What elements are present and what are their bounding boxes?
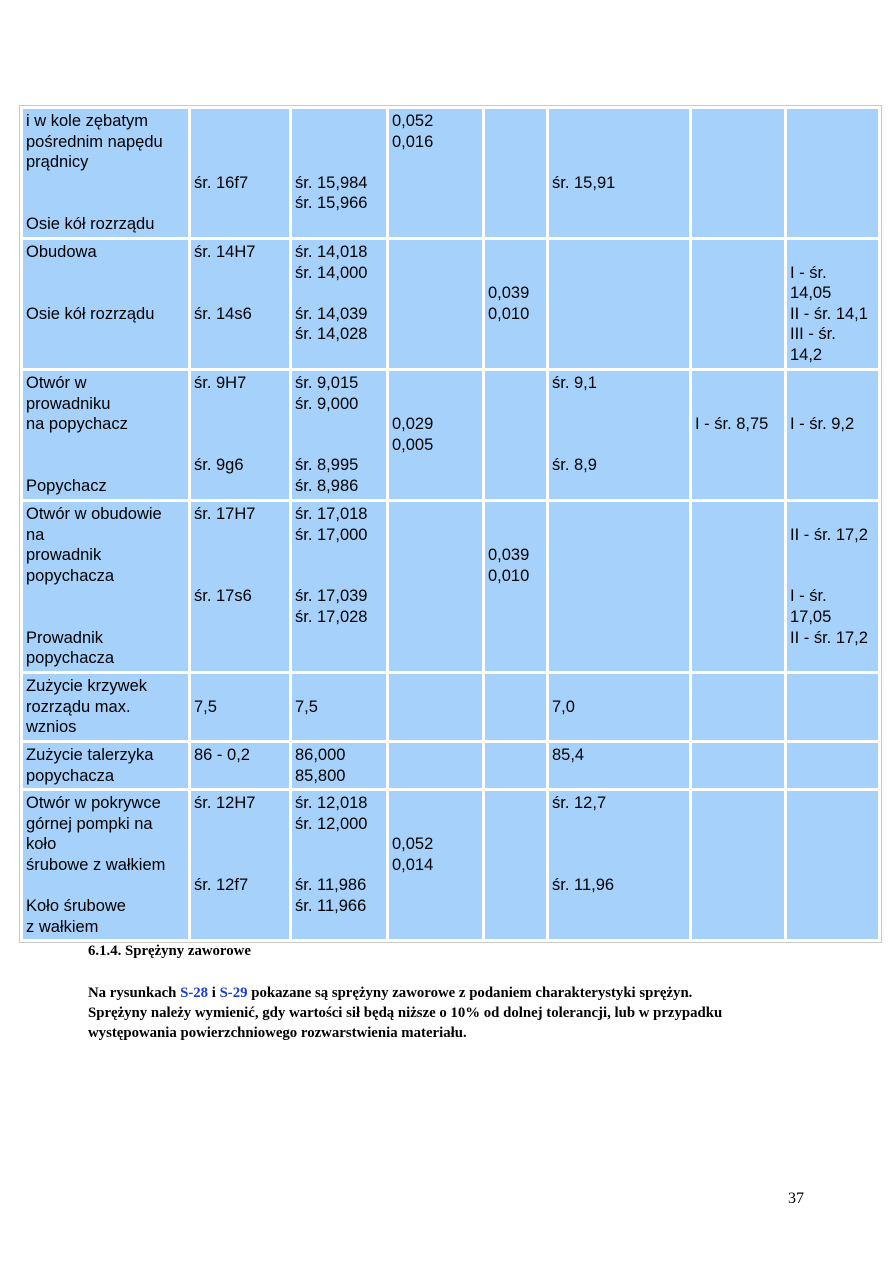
cell-line: śr. 11,986 bbox=[295, 876, 367, 895]
table-cell bbox=[692, 674, 784, 740]
cell-line bbox=[295, 414, 383, 435]
cell-line bbox=[26, 283, 185, 304]
table-cell bbox=[485, 109, 546, 237]
cell-line: 0,005 bbox=[392, 435, 434, 454]
table-cell bbox=[787, 240, 878, 368]
cell-line bbox=[194, 545, 286, 566]
cell-line: Zużycie krzywek bbox=[26, 677, 148, 695]
cell-line bbox=[194, 111, 286, 132]
cell-line bbox=[194, 855, 286, 876]
figure-link-s29[interactable]: S-29 bbox=[219, 985, 248, 1001]
cell-line: 7,0 bbox=[552, 697, 575, 716]
table-cell bbox=[549, 240, 689, 368]
cell-line: śr. 15,984 bbox=[295, 173, 368, 192]
paragraph-line-1 bbox=[88, 983, 848, 1003]
cell-line: Otwór w pokrywce bbox=[26, 794, 161, 812]
table-cell bbox=[485, 240, 546, 368]
cell-line bbox=[295, 132, 383, 153]
cell-line bbox=[552, 414, 686, 435]
cell-line: i w kole zębatym bbox=[26, 112, 148, 130]
table-cell bbox=[191, 791, 289, 939]
cell-line bbox=[790, 242, 875, 263]
paragraph-text: pokazane są sprężyny zaworowe z podaniem charakterystyki sprężyn. bbox=[247, 985, 693, 1001]
table-cell bbox=[787, 674, 878, 740]
cell-line: Otwór w obudowie bbox=[26, 505, 162, 523]
cell-line bbox=[695, 394, 781, 415]
cell-line bbox=[295, 566, 383, 587]
cell-line bbox=[488, 525, 543, 546]
cell-line bbox=[552, 855, 686, 876]
cell-line bbox=[194, 394, 286, 415]
cell-line: popychacza bbox=[26, 566, 115, 585]
table-cell bbox=[23, 240, 188, 368]
cell-line: Osie kół rozrządu bbox=[26, 214, 155, 233]
cell-line: śr. 12,000 bbox=[295, 814, 368, 833]
cell-line bbox=[392, 793, 479, 814]
table-cell bbox=[23, 109, 188, 237]
cell-line: 85,4 bbox=[552, 746, 585, 764]
cell-line bbox=[552, 814, 686, 835]
table-cell bbox=[692, 109, 784, 237]
table-cell bbox=[389, 109, 482, 237]
cell-line bbox=[552, 394, 686, 415]
cell-line: śrubowe z wałkiem bbox=[26, 855, 166, 874]
cell-line: rozrządu max. bbox=[26, 697, 131, 716]
cell-line: śr. 14,018 bbox=[295, 243, 368, 261]
cell-line: śr. 14s6 bbox=[194, 304, 252, 323]
cell-line: 0,014 bbox=[392, 855, 434, 874]
cell-line bbox=[488, 504, 543, 525]
table-row bbox=[23, 674, 878, 740]
cell-line bbox=[26, 607, 185, 628]
cell-line: 7,5 bbox=[295, 697, 318, 716]
cell-line bbox=[488, 242, 543, 263]
cell-line bbox=[488, 263, 543, 284]
cell-line: śr. 17H7 bbox=[194, 505, 256, 523]
cell-line bbox=[295, 111, 383, 132]
cell-line: 0,010 bbox=[488, 304, 530, 323]
table-cell bbox=[549, 371, 689, 499]
cell-line: pośrednim napędu bbox=[26, 132, 163, 151]
cell-line bbox=[26, 435, 185, 456]
cell-line bbox=[194, 132, 286, 153]
cell-line: I - śr. bbox=[790, 263, 827, 282]
cell-line bbox=[194, 834, 286, 855]
table-cell bbox=[549, 743, 689, 788]
cell-line: prowadniku bbox=[26, 394, 111, 413]
table-cell bbox=[389, 743, 482, 788]
table-cell bbox=[292, 791, 386, 939]
cell-line: śr. 17,018 bbox=[295, 505, 368, 523]
cell-line: śr. 17,028 bbox=[295, 607, 368, 626]
cell-line: Obudowa bbox=[26, 243, 97, 261]
tolerance-table-body bbox=[23, 109, 878, 939]
table-cell bbox=[23, 502, 188, 671]
cell-line: Koło śrubowe bbox=[26, 896, 126, 915]
cell-line: śr. 14,039 bbox=[295, 304, 368, 323]
paragraph-text: Na rysunkach bbox=[88, 985, 181, 1001]
cell-line: 0,039 bbox=[488, 546, 530, 565]
table-cell bbox=[191, 109, 289, 237]
cell-line: II - śr. 17,2 bbox=[790, 525, 868, 544]
cell-line bbox=[790, 545, 875, 566]
table-cell bbox=[389, 674, 482, 740]
cell-line: śr. 17s6 bbox=[194, 587, 252, 606]
cell-line: wznios bbox=[26, 718, 77, 737]
cell-line bbox=[295, 545, 383, 566]
cell-line bbox=[790, 394, 875, 415]
figure-link-s28[interactable]: S-28 bbox=[180, 985, 209, 1001]
cell-line bbox=[295, 152, 383, 173]
cell-line bbox=[194, 152, 286, 173]
cell-line bbox=[695, 373, 781, 394]
table-cell bbox=[389, 240, 482, 368]
table-cell bbox=[191, 743, 289, 788]
cell-line bbox=[194, 283, 286, 304]
table-cell bbox=[485, 674, 546, 740]
cell-line: 0,016 bbox=[392, 132, 434, 151]
cell-line: I - śr. 9,2 bbox=[790, 415, 855, 434]
cell-line bbox=[194, 566, 286, 587]
cell-line bbox=[194, 435, 286, 456]
cell-line bbox=[26, 173, 185, 194]
cell-line: śr. 17,039 bbox=[295, 587, 368, 606]
table-cell bbox=[485, 502, 546, 671]
cell-line: z wałkiem bbox=[26, 917, 99, 936]
cell-line: prowadnik bbox=[26, 546, 102, 565]
cell-line bbox=[552, 132, 686, 153]
table-cell bbox=[692, 743, 784, 788]
table-cell bbox=[549, 791, 689, 939]
table-cell bbox=[23, 674, 188, 740]
cell-line: śr. 14,000 bbox=[295, 263, 368, 282]
cell-line bbox=[194, 814, 286, 835]
table-cell bbox=[292, 674, 386, 740]
table-cell bbox=[191, 674, 289, 740]
table-cell bbox=[23, 791, 188, 939]
cell-line bbox=[295, 834, 383, 855]
cell-line: 0,029 bbox=[392, 415, 434, 434]
cell-line: śr. 14,028 bbox=[295, 325, 368, 344]
table-cell bbox=[191, 240, 289, 368]
cell-line: śr. 15,91 bbox=[552, 173, 616, 192]
cell-line bbox=[295, 855, 383, 876]
cell-line: śr. 17,000 bbox=[295, 525, 368, 544]
cell-line: śr. 8,9 bbox=[552, 456, 597, 475]
cell-line bbox=[392, 373, 479, 394]
table-row bbox=[23, 371, 878, 499]
cell-line bbox=[552, 435, 686, 456]
cell-line: śr. 12H7 bbox=[194, 794, 256, 812]
table-cell bbox=[787, 371, 878, 499]
section-paragraph bbox=[88, 983, 848, 1043]
cell-line: Zużycie talerzyka bbox=[26, 746, 154, 764]
cell-line: śr. 9H7 bbox=[194, 374, 247, 392]
table-cell bbox=[191, 371, 289, 499]
cell-line: Prowadnik bbox=[26, 628, 104, 647]
section-heading: 6.1.4. Sprężyny zaworowe bbox=[88, 943, 251, 959]
cell-line: 0,052 bbox=[392, 112, 434, 130]
cell-line: śr. 12,7 bbox=[552, 794, 607, 812]
cell-line: śr. 9,1 bbox=[552, 374, 597, 392]
table-cell bbox=[292, 502, 386, 671]
table-cell bbox=[549, 674, 689, 740]
cell-line: Otwór w bbox=[26, 374, 87, 392]
paragraph-line-2: Sprężyny należy wymienić, gdy wartości sił będą niższe o 10% od dolnej tolerancji, lub w przypadku bbox=[88, 1005, 723, 1021]
table-cell bbox=[389, 371, 482, 499]
cell-line: 14,2 bbox=[790, 345, 823, 364]
cell-line bbox=[790, 566, 875, 587]
cell-line bbox=[194, 676, 286, 697]
cell-line: śr. 8,995 bbox=[295, 456, 359, 475]
table-cell bbox=[692, 371, 784, 499]
cell-line bbox=[790, 504, 875, 525]
cell-line: 7,5 bbox=[194, 697, 217, 716]
table-row bbox=[23, 502, 878, 671]
cell-line: śr. 11,96 bbox=[552, 876, 615, 895]
table-cell bbox=[389, 502, 482, 671]
cell-line bbox=[26, 875, 185, 896]
table-row bbox=[23, 791, 878, 939]
cell-line: I - śr. bbox=[790, 587, 827, 606]
cell-line: II - śr. 14,1 bbox=[790, 304, 868, 323]
cell-line: popychacza bbox=[26, 766, 115, 785]
cell-line bbox=[295, 435, 383, 456]
paragraph-text: i bbox=[208, 985, 220, 1001]
cell-line bbox=[194, 414, 286, 435]
table-cell bbox=[787, 502, 878, 671]
cell-line bbox=[26, 455, 185, 476]
table-cell bbox=[292, 743, 386, 788]
table-cell bbox=[485, 791, 546, 939]
table-cell bbox=[292, 240, 386, 368]
cell-line: śr. 11,966 bbox=[295, 896, 367, 915]
cell-line bbox=[295, 676, 383, 697]
table-cell bbox=[787, 109, 878, 237]
cell-line: śr. 15,966 bbox=[295, 194, 368, 213]
table-cell bbox=[191, 502, 289, 671]
cell-line bbox=[392, 394, 479, 415]
table-cell bbox=[692, 791, 784, 939]
cell-line: III - śr. bbox=[790, 325, 836, 344]
tolerance-table bbox=[20, 106, 881, 942]
cell-line: 17,05 bbox=[790, 607, 832, 626]
cell-line bbox=[26, 586, 185, 607]
cell-line: 86 - 0,2 bbox=[194, 746, 250, 764]
cell-line bbox=[295, 283, 383, 304]
paragraph-line-3: występowania powierzchniowego rozwarstwienia materiału. bbox=[88, 1025, 467, 1041]
page-number: 37 bbox=[788, 1190, 804, 1207]
cell-line: śr. 9g6 bbox=[194, 456, 244, 475]
cell-line: popychacza bbox=[26, 649, 115, 668]
table-cell bbox=[485, 371, 546, 499]
table-cell bbox=[692, 240, 784, 368]
cell-line: śr. 9,000 bbox=[295, 394, 359, 413]
cell-line bbox=[552, 834, 686, 855]
cell-line: 0,052 bbox=[392, 835, 434, 854]
cell-line: na bbox=[26, 525, 45, 544]
cell-line: prądnicy bbox=[26, 153, 89, 172]
cell-line: 85,800 bbox=[295, 766, 346, 785]
cell-line: śr. 12f7 bbox=[194, 876, 249, 895]
cell-line: śr. 14H7 bbox=[194, 243, 256, 261]
cell-line: 86,000 bbox=[295, 746, 346, 764]
cell-line bbox=[194, 263, 286, 284]
cell-line: śr. 12,018 bbox=[295, 794, 368, 812]
table-cell bbox=[485, 743, 546, 788]
cell-line: śr. 16f7 bbox=[194, 173, 249, 192]
cell-line bbox=[26, 193, 185, 214]
table-row bbox=[23, 109, 878, 237]
cell-line: Popychacz bbox=[26, 476, 107, 495]
cell-line bbox=[552, 152, 686, 173]
cell-line: koło bbox=[26, 835, 57, 854]
cell-line: 14,05 bbox=[790, 284, 832, 303]
table-cell bbox=[23, 371, 188, 499]
table-cell bbox=[389, 791, 482, 939]
cell-line: na popychacz bbox=[26, 415, 128, 434]
cell-line bbox=[552, 676, 686, 697]
cell-line: II - śr. 17,2 bbox=[790, 628, 868, 647]
cell-line: śr. 9,015 bbox=[295, 374, 359, 392]
table-cell bbox=[549, 502, 689, 671]
cell-line bbox=[26, 263, 185, 284]
cell-line bbox=[194, 525, 286, 546]
table-cell bbox=[787, 743, 878, 788]
table-row bbox=[23, 240, 878, 368]
cell-line: górnej pompki na bbox=[26, 814, 153, 833]
cell-line: I - śr. 8,75 bbox=[695, 415, 769, 434]
cell-line bbox=[392, 814, 479, 835]
table-cell bbox=[549, 109, 689, 237]
cell-line: śr. 8,986 bbox=[295, 476, 359, 495]
cell-line: Osie kół rozrządu bbox=[26, 304, 155, 323]
table-cell bbox=[787, 791, 878, 939]
table-cell bbox=[292, 109, 386, 237]
cell-line: 0,039 bbox=[488, 284, 530, 303]
cell-line bbox=[552, 111, 686, 132]
table-cell bbox=[292, 371, 386, 499]
table-cell bbox=[23, 743, 188, 788]
cell-line: 0,010 bbox=[488, 566, 530, 585]
cell-line bbox=[790, 373, 875, 394]
table-cell bbox=[692, 502, 784, 671]
table-row bbox=[23, 743, 878, 788]
